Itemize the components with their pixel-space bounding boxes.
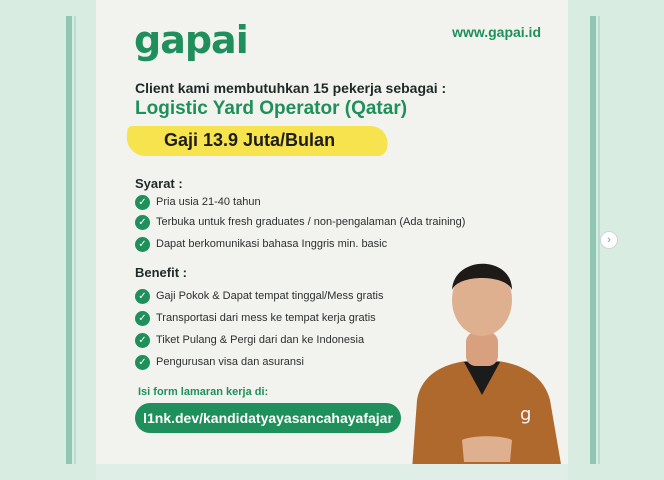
requirement-item: ✓ Terbuka untuk fresh graduates / non-pengalaman (Ada training) [135,213,465,231]
requirement-item: ✓ Dapat berkomunikasi bahasa Inggris min. basic [135,235,387,253]
check-icon: ✓ [135,237,150,252]
check-icon: ✓ [135,355,150,370]
job-role: Logistic Yard Operator (Qatar) [135,98,408,119]
carousel-next-button[interactable] [600,231,618,249]
svg-text:g: g [520,404,532,425]
job-poster [96,0,568,464]
requirements-title: Syarat : [135,176,183,191]
benefit-item: ✓ Transportasi dari mess ke tempat kerja gratis [135,309,376,327]
benefits-title: Benefit : [135,265,187,280]
chevron-right-icon: › [607,234,611,246]
salary-text: Gaji 13.9 Juta/Bulan [164,130,336,150]
person-photo [392,230,568,464]
decorative-thin-stripe-left [74,16,76,464]
website-link: www.gapai.id [452,24,541,40]
check-icon: ✓ [135,195,150,210]
check-icon: ✓ [135,215,150,230]
decorative-stripe-left [66,16,72,464]
decorative-stripe-right [590,16,596,464]
apply-label: Isi form lamaran kerja di: [138,386,269,398]
benefit-item: ✓ Gaji Pokok & Dapat tempat tinggal/Mess gratis [135,287,383,305]
check-icon: ✓ [135,289,150,304]
benefit-item: ✓ Pengurusan visa dan asuransi [135,353,304,371]
check-icon: ✓ [135,333,150,348]
apply-link-button[interactable]: l1nk.dev/kandidatyayasancahayafajar [135,403,401,433]
intro-text: Client kami membutuhkan 15 pekerja sebagai : [135,80,447,96]
benefit-item: ✓ Tiket Pulang & Pergi dari dan ke Indonesia [135,331,364,349]
requirement-item: ✓ Pria usia 21-40 tahun [135,193,261,211]
check-icon: ✓ [135,311,150,326]
background-left [0,0,96,480]
brand-logo: gapai [134,18,248,62]
